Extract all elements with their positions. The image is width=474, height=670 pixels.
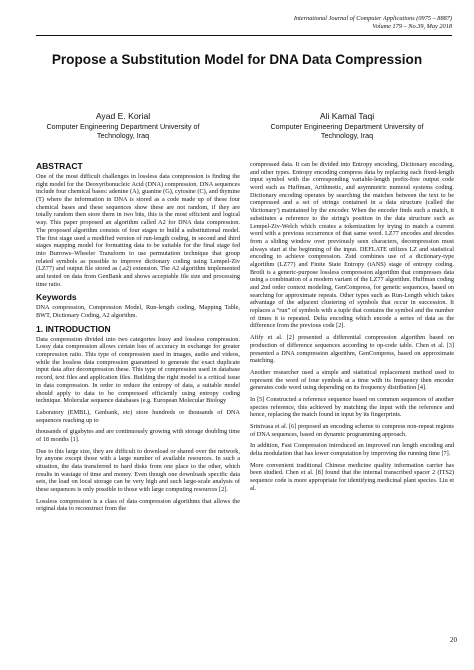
author-1 [38,110,208,140]
abstract-heading: ABSTRACT [36,161,83,171]
journal-volume: Volume 179 – No.39, May 2018 [372,23,452,31]
left-column [36,161,240,517]
page-number: 20 [450,636,457,644]
author-affiliation: Computer Engineering Department University of Technology, Iraq [270,122,424,141]
journal-header [152,15,452,31]
body-paragraph-1: compressed data. It can be divided into Entropy encoding, Dictionary encoding, and other types. Entropy encoding compress data by replacing each fixed-length input symbol with the corresponding variable-length prefix-free output code word such as Huffman, Arithmetic, and asymmetric numeral systems coding. Dictionary encoding operates by searching the matches between the text to be compressed and a set of strings contained in a data structure (called the 'dictionary') maintained by the encoder. When the encoder finds such a match, it substitutes a reference to the string's position in the data structure such as Lempel-Ziv-Welch which creates a tokenization by trying to match a current word with a previous occurrence of that same word. LZ77 encodes and decodes from a sliding window over previously seen characters, decompression must always start at the beginning of the input. DEFLATE utilizes LZ and statistical encoding to achieve compression. Zstd combines use of a dictionary-type algorithm (LZ77) and Finite State Entropy (tANS) stage of entropy coding. Brotli is a generic-purpose lossless compression algorithm that compresses data using a combination of a modern variant of the LZ77 algorithm. Huffman coding and 2nd order context modeling, GenCompress, for genetic sequences, based on searching for approximate repeats. Other types such as Run-Length which takes advantage of the adjacent clustering of symbols that occur in succession. It replaces a “run” of symbols with a tuple that contains the symbol and the number of times it is repeated. Delta encoding which encode a series of data as the difference from the previous code [2]. [250,161,454,330]
body-paragraph-7: More convenient traditional Chinese medicine quality information carrier has been studied. Chen et al. [8] found that the internal transcribed spacer 2 (ITS2) sequence code is more appropriate for identifying medicinal plant species. Liu et al. [250,461,454,492]
intro-paragraph-3: thousands of gigabytes and are continuously growing with storage doubling time of 18 months [1]. [36,428,240,443]
author-name: Ali Kamal Taqi [319,111,375,121]
introduction-heading: 1. INTRODUCTION [36,323,111,334]
body-paragraph-6: In addition, Fast Compression introduced an improved run length encoding and delta modulation that has lower computation by improving the running time [7]. [250,442,454,458]
paper-title: Propose a Substitution Model for DNA Data Compression [51,52,423,67]
right-column [250,161,454,497]
keywords-heading: Keywords [36,292,77,303]
intro-paragraph-4: Due to this large size, they are difficult to download or shared over the network, by anyone except those with a large number of available resources. In such a situation, the data transferred to hard disks from one place to the other, which results in wastage of time and money. Even though one downloads specific data sets, the load on local storage can be very high and such large-scale analysis of these sequences is only possible to those with large computing resources [2]. [36,447,240,494]
journal-name: International Journal of Computer Applications (0975 – 8887) [293,15,452,22]
intro-paragraph-2: Laboratory (EMBL), Genbank, etc) store hundreds or thousands of DNA sequences reaching up to [36,408,240,424]
intro-paragraph-5: Lossless compression is a class of data compression algorithms that allows the original data to reconstruct from the [36,497,240,513]
body-paragraph-2: Afify et al. [2] presented a differential compression algorithm based on production of difference sequences according to op-code table. Chen et al. [3] presented a DNA compression algorithm, GenCompress, based on approximate matching. [250,334,454,365]
intro-paragraph-1: Data compression divided into two categories lossy and lossless compression. Lossy data compression allows certain loss of accuracy in exchange for greater compression ratio. This type of compression used in images, audio and videos, while the lossless data compression guaranteed to generate the exact duplicate input data after decompression these. This type of compression used in database record, text files and application files. Building the right model is a critical issue in data compression. In order to reduce the entropy of data, a suitable model should apply to data to be compressed efficiently using entropy coding technique. Molecular sequence databases (e.g. European Molecular Biology [36,335,240,405]
abstract-text: One of the most difficult challenges in lossless data compression is finding the right model for the Deoxyribonucleic Acid (DNA) compression. DNA sequences include four chemical bases: adenine (A), guanine (G), cytosine (C), and thymine (T) where the information in DNA is stored as a code made up of these four chemical bases and these sequences show these are not random, if they are totally random then store them in two bits, this is the most efficient and logical way. This paper proposed an algorithm called A2 for DNA data compression. The proposed algorithm consists of four stages to build a substitutional model. The first stage used a modified version of run-length coding, in second and third stages mapping model for formatting data to be suitable for the final stage fed into Burrows–Wheeler Transform to use permutation technique that group related symbols as possible to improve dictionary coding using Lempel-Ziv (LZ77) and output file stored as (.a2) extension. The A2 algorithm implemented and tested on data from GenBank and shows acceptable file size and processing time ratio. [36,173,240,288]
header-divider [36,35,452,36]
body-paragraph-4: In [5] Constructed a reference sequence based on common sequences of another species reference, this achieved by matching the input with the reference and hence, replacing the match found in input by its fingerprints. [250,395,454,419]
keywords-text: DNA compression, Compression Model, Run-length coding, Mapping Table, BWT, Dictionary Coding, A2 algorithm. [36,304,240,319]
author-affiliation: Computer Engineering Department University of Technology, Iraq [46,122,200,141]
body-paragraph-3: Another researcher used a simple and statistical replacement method used to represent the word of four symbols at a time with its frequency then encoder generates code word using depending on its frequency distribution [4]. [250,368,454,392]
author-name: Ayad E. Korial [95,111,151,121]
author-2 [262,110,432,140]
body-paragraph-5: Srinivasa et al. [6] proposed an encoding scheme to compress non-repeat regions of DNA sequences, based on dynamic programming approach. [250,423,454,438]
